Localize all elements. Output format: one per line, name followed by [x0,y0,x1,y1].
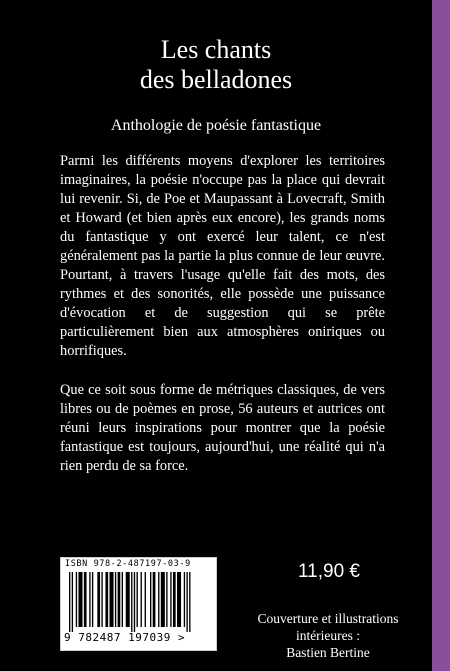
back-cover-blurb [60,152,385,496]
barcode-digits: 9 782487 197039 > [64,631,186,644]
price-label: 11,90 € [298,561,360,582]
credits-line-3: Bastien Bertine [286,645,370,660]
book-subtitle: Anthologie de poésie fantastique [110,117,322,134]
illustration-credits [228,610,428,661]
book-title [0,35,432,95]
isbn-barcode [60,557,217,651]
isbn-label: ISBN 978-2-487197-03-9 [65,559,191,569]
barcode-icon [67,572,212,632]
credits-line-2: intérieures : [295,628,361,643]
credits-line-1: Couverture et illustrations [257,611,399,626]
spine-color-strip [432,0,450,671]
book-title-line-2: des belladones [139,65,293,94]
book-title-line-1: Les chants [160,35,272,64]
blurb-paragraph-2: Que ce soit sous forme de métriques classiques, de vers libres ou de poèmes en prose, 56 auteurs et autrices ont réuni leurs inspirations pour montrer que la poésie fantastique est toujours, aujourd'hui, une réalité qui n'a rien perdu de sa force. [60,382,385,474]
blurb-paragraph-1: Parmi les différents moyens d'explorer les territoires imaginaires, la poésie n'occupe pas la place qui devrait lui revenir. Si, de Poe et Maupassant à Lovecraft, Smith et Howard (et bien après eux encore), les grands noms du fantastique y ont exercé leur talent, ce n'est généralement pas la partie la plus connue de leur œuvre. Pourtant, à travers l'usage qu'elle fait des mots, des rythmes et des sonorités, elle possède une puissance d'évocation et de suggestion qui se prête particulièrement bien aux atmosphères oniriques ou horrifiques. [60,153,385,359]
